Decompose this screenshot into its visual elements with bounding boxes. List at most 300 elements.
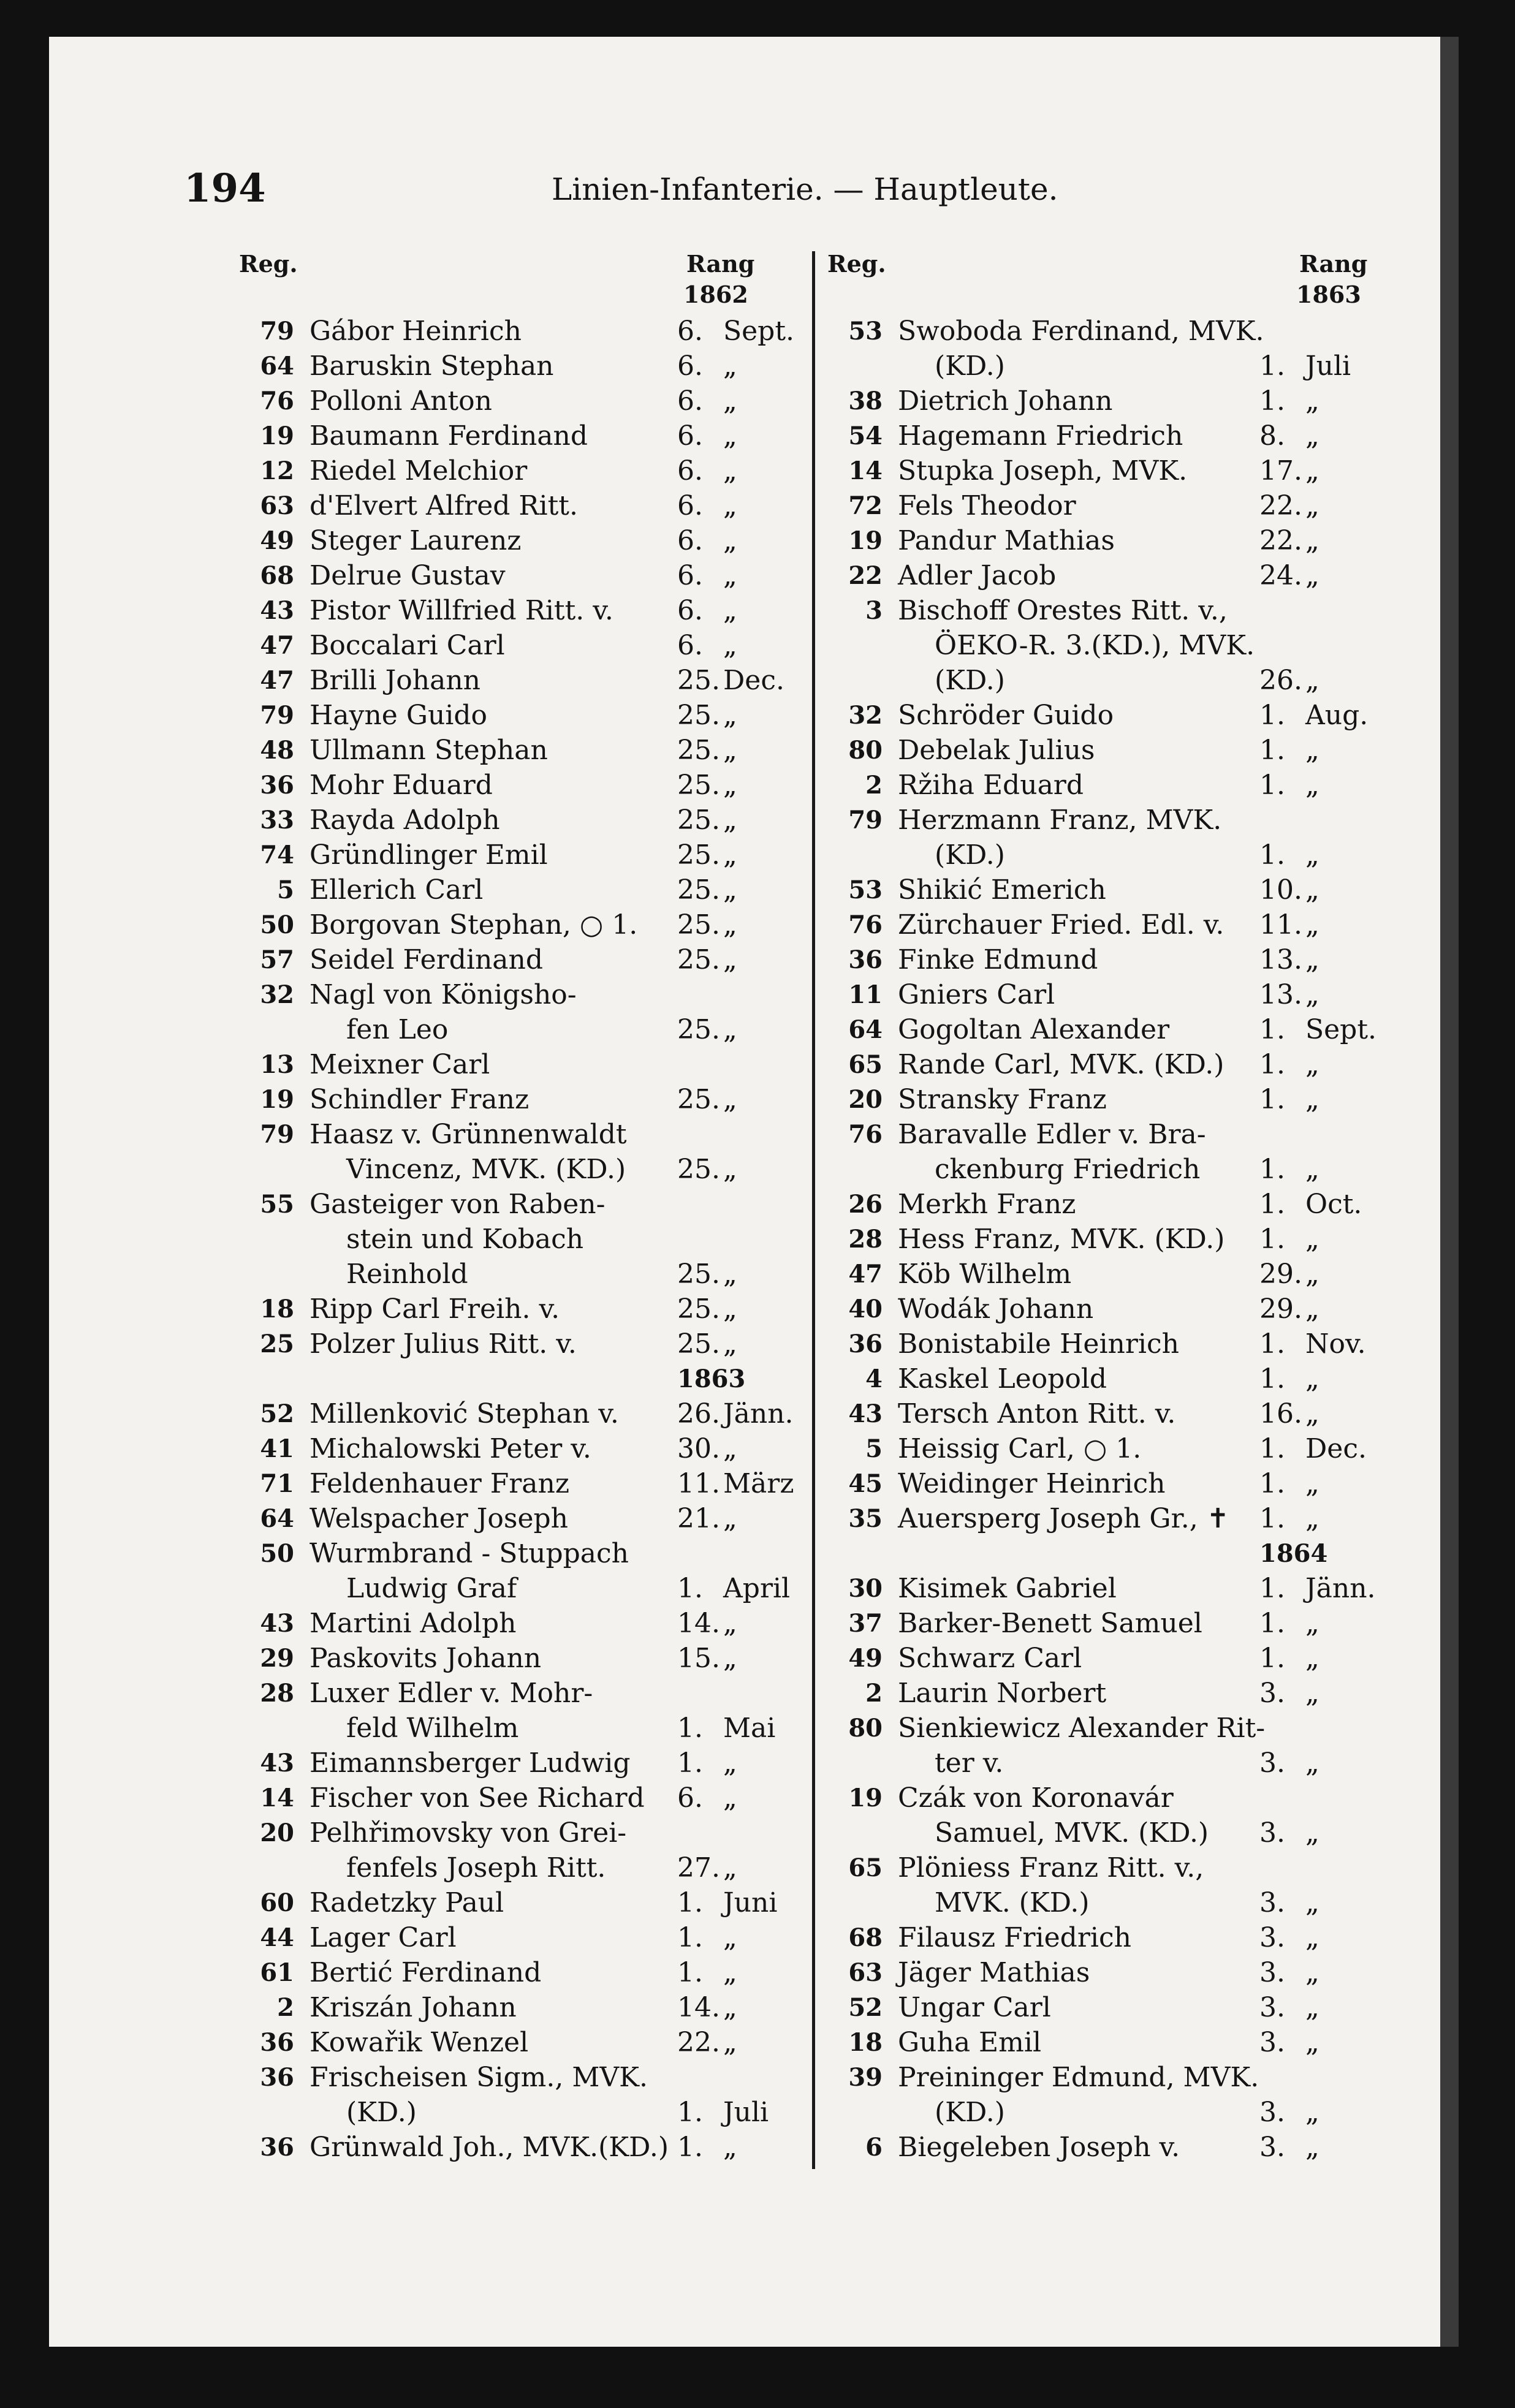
list-entry: [827, 768, 1379, 803]
rank-day: 1863: [677, 1365, 746, 1393]
list-entry: [827, 523, 1379, 558]
rank-month: „: [1305, 1468, 1319, 1499]
officer-name: Kisimek Gabriel: [898, 1573, 1117, 1604]
list-entry: [239, 1781, 791, 1815]
officer-name: Eimannsberger Ludwig: [309, 1747, 631, 1779]
officer-name: Bonistabile Heinrich: [898, 1328, 1179, 1360]
year-header: 1862: [683, 281, 748, 308]
rank-day: 25.: [677, 1084, 720, 1115]
officer-name: ÖEKO-R. 3.(KD.), MVK.: [935, 630, 1255, 661]
rank-month: „: [1305, 1608, 1319, 1639]
regiment-number: 19: [260, 422, 294, 450]
officer-name: Kaskel Leopold: [898, 1363, 1107, 1395]
rank-day: 3.: [1259, 1922, 1285, 1953]
rank-day: 3.: [1259, 2097, 1285, 2128]
list-entry: [239, 1920, 791, 1955]
rank-month: „: [723, 1922, 737, 1953]
rank-day: 1.: [677, 1922, 703, 1953]
regiment-number: 36: [260, 2133, 294, 2162]
rank-month: „: [1305, 1747, 1319, 1779]
rank-month: „: [723, 1014, 737, 1045]
regiment-number: 19: [848, 1784, 883, 1812]
year-separator: [827, 1536, 1379, 1571]
officer-name: ter v.: [935, 1747, 1004, 1779]
list-entry: [827, 733, 1379, 768]
rank-day: 26.: [1259, 665, 1302, 696]
regiment-number: 28: [260, 1679, 294, 1708]
regiment-number: 18: [848, 2028, 883, 2057]
officer-name: Luxer Edler v. Mohr-: [309, 1678, 593, 1709]
rank-day: 1.: [677, 1887, 703, 1918]
rank-month: „: [723, 1084, 737, 1115]
rank-day: 24.: [1259, 560, 1302, 591]
left-entry-list: [239, 314, 795, 2165]
list-entry: [239, 942, 791, 977]
rank-month: „: [723, 1503, 737, 1534]
rank-month: „: [1305, 2027, 1319, 2058]
officer-name: Guha Emil: [898, 2027, 1042, 2058]
regiment-number: 76: [848, 911, 883, 939]
rank-day: 25.: [677, 839, 720, 871]
officer-name: Zürchauer Fried. Edl. v.: [898, 909, 1225, 941]
officer-name: Weidinger Heinrich: [898, 1468, 1166, 1499]
rank-day: 6.: [677, 490, 703, 521]
rank-day: 17.: [1259, 455, 1302, 487]
officer-name: Nagl von Königsho-: [309, 979, 577, 1010]
list-entry: [827, 593, 1379, 628]
list-entry: [239, 2025, 791, 2060]
list-entry: [239, 1815, 791, 1850]
regiment-number: 79: [848, 806, 883, 835]
regiment-number: 80: [848, 1714, 883, 1743]
right-column-header: [827, 245, 1379, 314]
list-entry: [239, 873, 791, 907]
officer-name: Stransky Franz: [898, 1084, 1107, 1115]
rank-day: 22.: [1259, 490, 1302, 521]
officer-name: Schindler Franz: [309, 1084, 530, 1115]
rank-month: „: [1305, 525, 1319, 556]
list-entry: [239, 1501, 791, 1536]
list-entry: [827, 1781, 1379, 1815]
regiment-number: 29: [260, 1644, 294, 1673]
rank-month: „: [723, 1992, 737, 2023]
rank-day: 27.: [677, 1852, 720, 1884]
regiment-number: 22: [848, 561, 883, 590]
rank-day: 1.: [1259, 1503, 1285, 1534]
rank-month: „: [723, 735, 737, 766]
officer-name: stein und Kobach: [346, 1224, 584, 1255]
rank-month: „: [723, 595, 737, 626]
right-entry-list: [827, 314, 1379, 2165]
rank-month: Juli: [1305, 350, 1351, 382]
rank-day: 8.: [1259, 420, 1285, 452]
officer-name: Ržiha Eduard: [898, 770, 1084, 801]
rank-day: 25.: [677, 770, 720, 801]
regiment-number: 52: [260, 1399, 294, 1428]
regiment-number: 19: [260, 1085, 294, 1114]
officer-name: Fischer von See Richard: [309, 1782, 645, 1814]
list-entry: [827, 1292, 1379, 1327]
list-entry: [827, 873, 1379, 907]
rank-month: „: [1305, 735, 1319, 766]
officer-name: Ellerich Carl: [309, 874, 484, 906]
list-entry: [239, 1466, 794, 1501]
rank-day: 1.: [1259, 1084, 1285, 1115]
list-entry: [239, 977, 791, 1012]
regiment-number: 44: [260, 1923, 294, 1952]
officer-name: Auersperg Joseph Gr., ✝: [898, 1503, 1229, 1534]
list-entry: [239, 1396, 794, 1431]
officer-name: Herzmann Franz, MVK.: [898, 805, 1222, 836]
rank-month: „: [723, 839, 737, 871]
list-entry: [239, 1292, 791, 1327]
list-entry: [239, 314, 795, 349]
regiment-number: 79: [260, 1120, 294, 1149]
rank-day: 11.: [677, 1468, 720, 1499]
rank-month: „: [1305, 1887, 1319, 1918]
regiment-number: 2: [277, 1993, 294, 2022]
list-entry: [827, 2025, 1379, 2060]
regiment-number: 40: [848, 1295, 883, 1323]
officer-name: Gasteiger von Raben-: [309, 1189, 606, 1220]
regiment-number: 54: [848, 422, 883, 450]
regiment-number: 72: [848, 491, 883, 520]
rank-month: „: [1305, 1643, 1319, 1674]
list-entry: [239, 418, 791, 453]
officer-name: Mohr Eduard: [309, 770, 493, 801]
rank-month: Aug.: [1305, 700, 1369, 731]
rank-month: „: [723, 1259, 737, 1290]
regiment-number: 19: [848, 526, 883, 555]
list-entry: [827, 628, 1379, 663]
list-entry: [239, 523, 791, 558]
regiment-number: 11: [848, 980, 883, 1009]
regiment-number: 33: [260, 806, 294, 835]
rank-month: „: [1305, 1503, 1319, 1534]
officer-name: Laurin Norbert: [898, 1678, 1107, 1709]
list-entry: [239, 2060, 791, 2095]
officer-name: Boccalari Carl: [309, 630, 505, 661]
officer-name: Tersch Anton Ritt. v.: [898, 1398, 1176, 1429]
list-entry: [827, 1501, 1379, 1536]
rank-day: 25.: [677, 909, 720, 941]
rank-day: 25.: [677, 1259, 720, 1290]
officer-name: Welspacher Joseph: [309, 1503, 569, 1534]
officer-name: Riedel Melchior: [309, 455, 528, 487]
rank-month: Jänn.: [723, 1398, 794, 1429]
officer-name: Hagemann Friedrich: [898, 420, 1183, 452]
officer-name: Gniers Carl: [898, 979, 1055, 1010]
officer-name: Frischeisen Sigm., MVK.: [309, 2062, 648, 2093]
officer-name: Wodák Johann: [898, 1293, 1094, 1325]
list-entry: [239, 1117, 791, 1152]
rank-month: „: [1305, 1957, 1319, 1988]
reg-header: Reg.: [827, 250, 886, 278]
rank-day: 1.: [1259, 385, 1285, 417]
rank-day: 1.: [677, 1957, 703, 1988]
rank-day: 6.: [677, 1782, 703, 1814]
rank-month: „: [723, 490, 737, 521]
regiment-number: 28: [848, 1225, 883, 1254]
officer-name: Martini Adolph: [309, 1608, 517, 1639]
regiment-number: 36: [260, 771, 294, 800]
rank-day: 1.: [1259, 1433, 1285, 1464]
rank-month: „: [723, 700, 737, 731]
officer-name: Wurmbrand - Stuppach: [309, 1538, 629, 1569]
rank-day: 3.: [1259, 1887, 1285, 1918]
running-title: Linien-Infanterie. — Hauptleute.: [552, 172, 1058, 207]
rang-header: Rang: [1299, 250, 1368, 278]
officer-name: d'Elvert Alfred Ritt.: [309, 490, 578, 521]
regiment-number: 25: [260, 1330, 294, 1358]
regiment-number: 36: [848, 1330, 883, 1358]
rank-month: „: [1305, 874, 1319, 906]
list-entry: [827, 1676, 1379, 1711]
officer-name: Baumann Ferdinand: [309, 420, 588, 452]
regiment-number: 47: [260, 631, 294, 660]
list-entry: [239, 2095, 791, 2130]
rank-day: 1.: [677, 1747, 703, 1779]
rank-day: 22.: [677, 2027, 720, 2058]
regiment-number: 63: [848, 1958, 883, 1987]
list-entry: [827, 1711, 1379, 1746]
list-entry: [239, 1676, 791, 1711]
list-entry: [239, 1012, 791, 1047]
regiment-number: 14: [848, 456, 883, 485]
rank-month: „: [723, 525, 737, 556]
list-entry: [827, 349, 1379, 384]
regiment-number: 47: [848, 1260, 883, 1289]
officer-name: Rande Carl, MVK. (KD.): [898, 1049, 1225, 1080]
rank-day: 1.: [677, 2097, 703, 2128]
rank-day: 25.: [677, 1014, 720, 1045]
officer-name: (KD.): [935, 350, 1005, 382]
officer-name: Rayda Adolph: [309, 805, 500, 836]
rank-month: „: [723, 560, 737, 591]
rank-day: 1.: [1259, 839, 1285, 871]
rank-month: „: [1305, 1678, 1319, 1709]
year-separator: [239, 1361, 791, 1396]
regiment-number: 49: [260, 526, 294, 555]
regiment-number: 79: [260, 701, 294, 730]
regiment-number: 64: [260, 352, 294, 381]
rank-day: 1.: [677, 1713, 703, 1744]
list-entry: [239, 768, 791, 803]
list-entry: [239, 1571, 791, 1606]
rank-day: 14.: [677, 1992, 720, 2023]
rank-day: 1.: [1259, 1154, 1285, 1185]
left-column-header: [239, 245, 791, 314]
list-entry: [239, 907, 791, 942]
regiment-number: 5: [865, 1434, 883, 1463]
list-entry: [827, 418, 1379, 453]
regiment-number: 2: [865, 771, 883, 800]
rank-day: 10.: [1259, 874, 1302, 906]
list-entry: [827, 1361, 1379, 1396]
regiment-number: 37: [848, 1609, 883, 1638]
officer-name: Delrue Gustav: [309, 560, 506, 591]
officer-name: Bertić Ferdinand: [309, 1957, 542, 1988]
list-entry: [827, 2060, 1379, 2095]
officer-name: Stupka Joseph, MVK.: [898, 455, 1188, 487]
officer-name: Biegeleben Joseph v.: [898, 2132, 1180, 2163]
regiment-number: 43: [260, 1609, 294, 1638]
officer-name: Barker-Benett Samuel: [898, 1608, 1202, 1639]
officer-name: Feldenhauer Franz: [309, 1468, 570, 1499]
officer-name: MVK. (KD.): [935, 1887, 1090, 1918]
officer-name: (KD.): [935, 2097, 1005, 2128]
officer-name: Czák von Koronavár: [898, 1782, 1174, 1814]
list-entry: [827, 942, 1379, 977]
rank-day: 1.: [1259, 1643, 1285, 1674]
regiment-number: 53: [848, 317, 883, 346]
list-entry: [239, 1850, 791, 1885]
rank-month: „: [1305, 385, 1319, 417]
rank-day: 13.: [1259, 944, 1302, 975]
rank-day: 1.: [1259, 1049, 1285, 1080]
rank-month: Mai: [723, 1713, 776, 1744]
officer-name: Seidel Ferdinand: [309, 944, 544, 975]
rank-month: „: [1305, 1084, 1319, 1115]
rank-day: 1.: [1259, 1608, 1285, 1639]
officer-name: Paskovits Johann: [309, 1643, 542, 1674]
regiment-number: 30: [848, 1574, 883, 1603]
rank-month: Nov.: [1305, 1328, 1366, 1360]
officer-name: (KD.): [346, 2097, 417, 2128]
rank-month: „: [723, 1643, 737, 1674]
list-entry: [239, 453, 791, 488]
officer-name: ckenburg Friedrich: [935, 1154, 1201, 1185]
regiment-number: 49: [848, 1644, 883, 1673]
rank-day: 30.: [677, 1433, 720, 1464]
list-entry: [827, 1571, 1379, 1606]
regiment-number: 65: [848, 1050, 883, 1079]
reg-header: Reg.: [239, 250, 298, 278]
list-entry: [239, 1711, 791, 1746]
regiment-number: 50: [260, 1539, 294, 1568]
column-divider: [812, 251, 815, 2169]
officer-name: Ludwig Graf: [346, 1573, 517, 1604]
rank-day: 1.: [1259, 1189, 1285, 1220]
rank-day: 29.: [1259, 1293, 1302, 1325]
regiment-number: 43: [260, 1749, 294, 1778]
rank-month: „: [723, 909, 737, 941]
rank-day: 25.: [677, 735, 720, 766]
rank-month: „: [1305, 1398, 1319, 1429]
officer-name: Polloni Anton: [309, 385, 492, 417]
regiment-number: 55: [260, 1190, 294, 1219]
rank-month: „: [1305, 909, 1319, 941]
list-entry: [827, 698, 1379, 733]
right-column: [827, 245, 1379, 2165]
officer-name: Adler Jacob: [898, 560, 1057, 591]
rank-month: „: [1305, 1992, 1319, 2023]
officer-name: Kriszán Johann: [309, 1992, 517, 2023]
list-entry: [827, 1815, 1379, 1850]
rank-day: 11.: [1259, 909, 1302, 941]
officer-name: Vincenz, MVK. (KD.): [346, 1154, 626, 1185]
officer-name: Michalowski Peter v.: [309, 1433, 591, 1464]
officer-name: feld Wilhelm: [346, 1713, 519, 1744]
rank-day: 1864: [1259, 1539, 1328, 1568]
officer-name: Köb Wilhelm: [898, 1259, 1072, 1290]
list-entry: [827, 1746, 1379, 1781]
officer-name: Samuel, MVK. (KD.): [935, 1817, 1209, 1849]
list-entry: [827, 1850, 1379, 1885]
list-entry: [827, 1606, 1379, 1641]
officer-name: Brilli Johann: [309, 665, 481, 696]
list-entry: [239, 1082, 791, 1117]
list-entry: [827, 1187, 1379, 1222]
regiment-number: 76: [260, 387, 294, 415]
rank-month: Dec.: [723, 665, 784, 696]
rank-day: 13.: [1259, 979, 1302, 1010]
rank-month: „: [723, 1852, 737, 1884]
list-entry: [239, 384, 791, 418]
officer-name: Baravalle Edler v. Bra-: [898, 1119, 1206, 1150]
rank-day: 16.: [1259, 1398, 1302, 1429]
rank-month: „: [1305, 2132, 1319, 2163]
rank-month: „: [1305, 1224, 1319, 1255]
page-number: 194: [184, 165, 266, 211]
list-entry: [827, 1431, 1379, 1466]
rank-month: Juli: [723, 2097, 769, 2128]
rank-day: 1.: [1259, 1363, 1285, 1395]
rank-month: „: [1305, 455, 1319, 487]
list-entry: [239, 1536, 791, 1571]
rank-day: 15.: [677, 1643, 720, 1674]
rank-day: 1.: [1259, 770, 1285, 801]
regiment-number: 3: [865, 596, 883, 625]
list-entry: [239, 1047, 791, 1082]
officer-name: Haasz v. Grünnenwaldt: [309, 1119, 627, 1150]
rank-day: 25.: [677, 665, 720, 696]
list-entry: [827, 838, 1379, 873]
page-header: [184, 141, 1403, 233]
rank-month: „: [1305, 420, 1319, 452]
rank-month: „: [1305, 1049, 1319, 1080]
list-entry: [239, 1990, 791, 2025]
regiment-number: 65: [848, 1853, 883, 1882]
list-entry: [239, 1606, 791, 1641]
officer-name: fenfels Joseph Ritt.: [346, 1852, 606, 1884]
list-entry: [827, 1955, 1379, 1990]
rank-month: „: [723, 1957, 737, 1988]
rank-month: „: [723, 420, 737, 452]
list-entry: [239, 733, 791, 768]
regiment-number: 32: [260, 980, 294, 1009]
regiment-number: 32: [848, 701, 883, 730]
officer-name: Lager Carl: [309, 1922, 457, 1953]
rank-month: „: [1305, 1259, 1319, 1290]
regiment-number: 41: [260, 1434, 294, 1463]
list-entry: [827, 1152, 1379, 1187]
regiment-number: 36: [260, 2028, 294, 2057]
rank-day: 3.: [1259, 1678, 1285, 1709]
rank-month: „: [1305, 490, 1319, 521]
list-entry: [827, 1082, 1379, 1117]
officer-name: Borgovan Stephan, ○ 1.: [309, 909, 638, 941]
regiment-number: 79: [260, 317, 294, 346]
officer-name: (KD.): [935, 839, 1005, 871]
rank-month: Oct.: [1305, 1189, 1362, 1220]
list-entry: [827, 1466, 1379, 1501]
officer-name: Baruskin Stephan: [309, 350, 554, 382]
rank-day: 6.: [677, 560, 703, 591]
officer-name: Heissig Carl, ○ 1.: [898, 1433, 1142, 1464]
rank-month: „: [723, 944, 737, 975]
rank-day: 3.: [1259, 2027, 1285, 2058]
